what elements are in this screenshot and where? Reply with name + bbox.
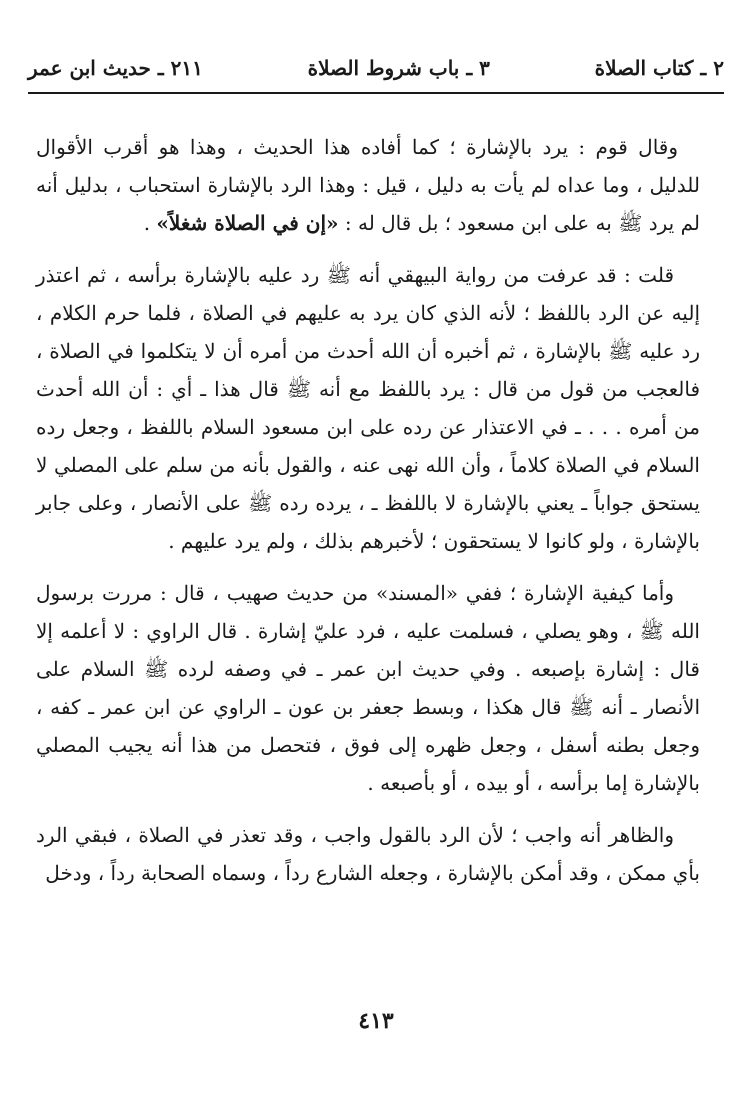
paragraph-1-text: وقال قوم : يرد بالإشارة ؛ كما أفاده هذا الحديث ، وهذا هو أقرب الأقوال للدليل ، وما عداه لم يأت به دليل ، قيل : وهذا الرد بالإشارة استحباب ، بدليل أنه لم يرد ﷺ به على ابن مسعود ؛ بل قال له : [36,135,700,235]
paragraph-3: وأما كيفية الإشارة ؛ ففي «المسند» من حديث صهيب ، قال : مررت برسول الله ﷺ ، وهو يصلي ، فسلمت عليه ، فرد عليّ إشارة . قال الراوي : لا أعلمه إلا قال : إشارة بإصبعه . وفي حديث ابن عمر ـ في وصفه لرده ﷺ السلام على الأنصار ـ أنه ﷺ قال هكذا ، وبسط جعفر بن عون ـ الراوي عن ابن عمر ـ كفه ، وجعل بطنه أسفل ، وجعل ظهره إلى فوق ، فتحصل من هذا أنه يجيب المصلي بالإشارة إما برأسه ، أو بيده ، أو بأصبعه . [36,581,700,795]
page-number: ٤١٣ [358,1008,394,1034]
header-divider [28,92,724,94]
header-chapter-title: ٣ ـ باب شروط الصلاة [307,56,490,80]
paragraph-1 [36,128,700,242]
paragraph-2: قلت : قد عرفت من رواية البيهقي أنه ﷺ رد عليه بالإشارة برأسه ، ثم اعتذر إليه عن الرد باللفظ ؛ لأنه الذي كان يرد به عليهم في الصلاة ، فلما حرم الكلام ، رد عليه ﷺ بالإشارة ، ثم أخبره أن الله أحدث من أمره أن لا يتكلموا في الصلاة ، فالعجب من قول من قال : يرد باللفظ مع أنه ﷺ قال هذا ـ أي : أن الله أحدث من أمره . . . ـ في الاعتذار عن رده على ابن مسعود السلام باللفظ ، وجعل رده السلام في الصلاة كلاماً ، وأن الله نهى عنه ، والقول بأنه من سلم على المصلي لا يستحق جواباً ـ يعني بالإشارة لا باللفظ ـ ، يرده رده ﷺ على الأنصار ، وعلى جابر بالإشارة ، ولو كانوا لا يستحقون ؛ لأخبرهم بذلك ، ولم يرد عليهم . [36,263,700,553]
header-hadith-title: ٢١١ ـ حديث ابن عمر [28,56,203,80]
page-body [36,128,700,906]
paragraph-4: والظاهر أنه واجب ؛ لأن الرد بالقول واجب ، وقد تعذر في الصلاة ، فبقي الرد بأي ممكن ، وقد أمكن بالإشارة ، وجعله الشارع رداً ، وسماه الصحابة رداً ، ودخل [36,823,700,885]
header-book-title: ٢ ـ كتاب الصلاة [594,56,724,80]
running-header [28,48,724,88]
paragraph-1-end: . [143,211,157,235]
paragraph-1-quote: «إن في الصلاة شغلاً» [156,211,339,235]
